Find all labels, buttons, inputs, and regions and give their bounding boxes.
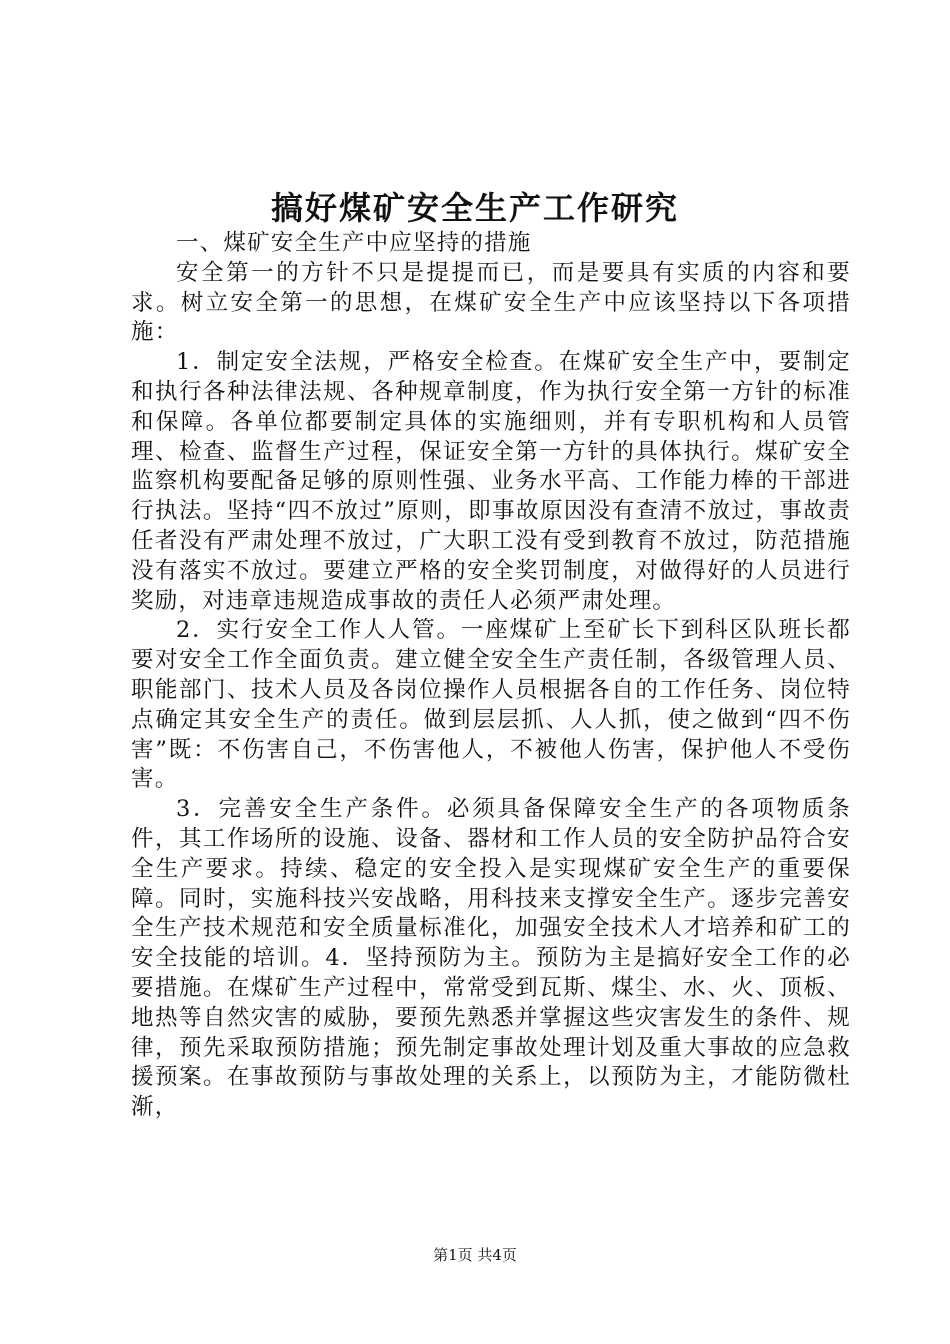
document-body (131, 229, 851, 1123)
paragraph: 3．完善安全生产条件。必须具备保障安全生产的各项物质条件，其工作场所的设施、设备、器材和工作人员的安全防护品符合安全生产要求。持续、稳定的安全投入是实现煤矿安全生产的重要保障。同时，实施科技兴安战略，用科技来支撑安全生产。逐步完善安全生产技术规范和安全质量标准化，加强安全技术人才培养和矿工的安全技能的培训。4．坚持预防为主。预防为主是搞好安全工作的必要措施。在煤矿生产过程中，常常受到瓦斯、煤尘、水、火、顶板、地热等自然灾害的威胁，要预先熟悉并掌握这些灾害发生的条件、规律，预先采取预防措施；预先制定事故处理计划及重大事故的应急救援预案。在事故预防与事故处理的关系上，以预防为主，才能防微杜渐， (131, 796, 851, 1121)
paragraph: 2．实行安全工作人人管。一座煤矿上至矿长下到科区队班长都要对安全工作全面负责。建立健全安全生产责任制，各级管理人员、职能部门、技术人员及各岗位操作人员根据各自的工作任务、岗位特点确定其安全生产的责任。做到层层抓、人人抓，使之做到“四不伤害”既：不伤害自己，不伤害他人，不被他人伤害，保护他人不受伤害。 (131, 617, 851, 793)
paragraph: 安全第一的方针不只是提提而已，而是要具有实质的内容和要求。树立安全第一的思想，在煤矿安全生产中应该坚持以下各项措施： (131, 259, 851, 346)
document-title: 搞好煤矿安全生产工作研究 (270, 189, 679, 227)
page-footer: 第1页 共4页 (433, 1246, 517, 1264)
paragraph: 1．制定安全法规，严格安全检查。在煤矿安全生产中，要制定和执行各种法律法规、各种规章制度，作为执行安全第一方针的标准和保障。各单位都要制定具体的实施细则，并有专职机构和人员管理、检查、监督生产过程，保证安全第一方针的具体执行。煤矿安全监察机构要配备足够的原则性强、业务水平高、工作能力棒的干部进行执法。坚持“四不放过”原则，即事故原因没有查清不放过，事故责任者没有严肃处理不放过，广大职工没有受到教育不放过，防范措施没有落实不放过。要建立严格的安全奖罚制度，对做得好的人员进行奖励，对违章违规造成事故的责任人必须严肃处理。 (131, 349, 851, 614)
section-heading: 一、煤矿安全生产中应坚持的措施 (176, 230, 532, 256)
